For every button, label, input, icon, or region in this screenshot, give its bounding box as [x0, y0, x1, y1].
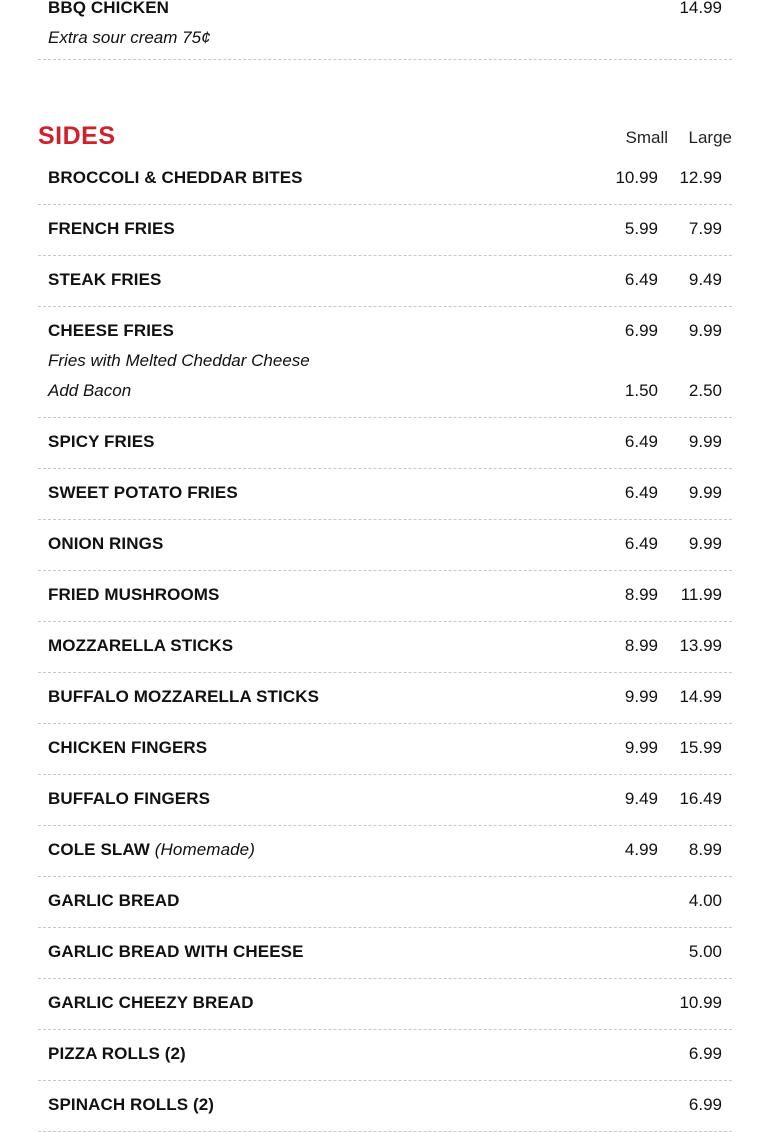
item-name-text: BROCCOLI & CHEDDAR BITES	[48, 168, 303, 187]
menu-item-row	[38, 787, 732, 826]
sides-list	[38, 166, 732, 1132]
price-large: 11.99	[680, 585, 722, 604]
menu-item-line	[38, 319, 732, 349]
price-large: 8.99	[688, 840, 722, 859]
menu-item-line	[38, 166, 732, 196]
price-large: 4.00	[688, 891, 722, 910]
column-header-large: Large	[688, 128, 732, 147]
menu-item-line	[38, 1042, 732, 1072]
price-small: 6.49	[624, 534, 658, 553]
item-name	[48, 432, 155, 452]
item-price: 14.99	[679, 0, 722, 17]
menu-item-row	[38, 685, 732, 724]
price-large: 14.99	[679, 687, 722, 706]
menu-item-row	[38, 583, 732, 622]
item-name-text: STEAK FRIES	[48, 270, 162, 289]
menu-item-line	[38, 736, 732, 766]
menu-item-row	[38, 838, 732, 877]
addon-price-small: 1.50	[624, 381, 658, 400]
price-small: 6.99	[624, 321, 658, 340]
item-addon-line	[38, 379, 732, 409]
item-description-line	[38, 349, 732, 379]
item-name	[48, 840, 255, 860]
menu-item-row	[38, 217, 732, 256]
item-name	[48, 789, 210, 809]
price-small: 6.49	[624, 432, 658, 451]
menu-item-line	[38, 685, 732, 715]
price-large: 9.99	[688, 534, 722, 553]
item-name	[48, 1095, 214, 1115]
section-title: SIDES	[38, 122, 116, 150]
price-small: 8.99	[624, 585, 658, 604]
item-name	[48, 993, 254, 1013]
item-name-text: MOZZARELLA STICKS	[48, 636, 234, 655]
price-large: 16.49	[679, 789, 722, 808]
price-large: 9.99	[688, 321, 722, 340]
menu-item-row	[38, 481, 732, 520]
price-large: 9.99	[688, 432, 722, 451]
column-header-small: Small	[625, 128, 668, 147]
price-large: 6.99	[688, 1095, 722, 1114]
price-large: 15.99	[679, 738, 722, 757]
menu-item-line	[38, 217, 732, 247]
item-addon: Add Bacon	[48, 381, 132, 400]
item-name	[48, 738, 207, 758]
menu-item-bbq-chicken	[38, 0, 732, 60]
item-name-text: BUFFALO MOZZARELLA STICKS	[48, 687, 320, 706]
item-name	[48, 585, 220, 605]
menu-item-line	[38, 889, 732, 919]
item-note: Extra sour cream 75¢	[48, 28, 211, 47]
item-name	[48, 687, 319, 707]
item-name	[48, 321, 174, 341]
item-name	[48, 168, 303, 188]
item-note: (Homemade)	[154, 840, 255, 859]
item-name-text: BUFFALO FINGERS	[48, 789, 211, 808]
item-name-text: SPICY FRIES	[48, 432, 155, 451]
price-large: 13.99	[679, 636, 722, 655]
menu-item-row	[38, 166, 732, 205]
price-large: 7.99	[688, 219, 722, 238]
menu-item-row	[38, 430, 732, 469]
item-name	[48, 534, 163, 554]
item-name-text: CHICKEN FINGERS	[48, 738, 208, 757]
price-small: 9.99	[624, 738, 658, 757]
menu-item-line	[38, 583, 732, 613]
item-name	[48, 483, 238, 503]
price-small: 9.49	[624, 789, 658, 808]
price-small: 4.99	[624, 840, 658, 859]
menu-item-line	[38, 268, 732, 298]
item-name-text: FRENCH FRIES	[48, 219, 175, 238]
price-large: 9.49	[688, 270, 722, 289]
price-small: 5.99	[624, 219, 658, 238]
item-name-text: GARLIC CHEEZY BREAD	[48, 993, 254, 1012]
price-large: 12.99	[679, 168, 722, 187]
item-name: BBQ CHICKEN	[48, 0, 170, 17]
item-name-text: SWEET POTATO FRIES	[48, 483, 238, 502]
item-name	[48, 636, 233, 656]
menu-item-row	[38, 532, 732, 571]
price-small: 6.49	[624, 270, 658, 289]
menu-item-row	[38, 1042, 732, 1081]
price-small: 6.49	[624, 483, 658, 502]
menu-item-row	[38, 736, 732, 775]
menu-item-row	[38, 268, 732, 307]
price-large: 5.00	[688, 942, 722, 961]
menu-item-row	[38, 940, 732, 979]
item-name	[48, 891, 180, 911]
menu-item-line	[38, 1093, 732, 1123]
price-small: 8.99	[624, 636, 658, 655]
menu-item-line	[38, 532, 732, 562]
price-small: 10.99	[615, 168, 658, 187]
item-name	[48, 942, 304, 962]
price-large: 9.99	[688, 483, 722, 502]
menu-item-row	[38, 634, 732, 673]
menu-page	[38, 0, 732, 1132]
item-name-text: CHEESE FRIES	[48, 321, 174, 340]
price-large: 10.99	[679, 993, 722, 1012]
menu-item-row	[38, 991, 732, 1030]
menu-item-row	[38, 889, 732, 928]
menu-item-line	[38, 838, 732, 868]
menu-item-line	[38, 991, 732, 1021]
menu-item-line	[38, 430, 732, 460]
sides-section-header	[38, 120, 732, 154]
menu-item-line	[38, 481, 732, 511]
item-name-text: GARLIC BREAD	[48, 891, 180, 910]
menu-item-line	[38, 634, 732, 664]
menu-item-row	[38, 319, 732, 418]
addon-price-large: 2.50	[688, 381, 722, 400]
item-name-text: ONION RINGS	[48, 534, 164, 553]
item-name-text: SPINACH ROLLS (2)	[48, 1095, 215, 1114]
item-name	[48, 270, 162, 290]
menu-item-row	[38, 1093, 732, 1132]
menu-item-line	[38, 940, 732, 970]
item-name	[48, 1044, 186, 1064]
item-name-text: GARLIC BREAD WITH CHEESE	[48, 942, 304, 961]
price-large: 6.99	[688, 1044, 722, 1063]
price-small: 9.99	[624, 687, 658, 706]
item-name	[48, 219, 175, 239]
item-name-text: COLE SLAW	[48, 840, 150, 859]
menu-item-line	[38, 787, 732, 817]
item-description: Fries with Melted Cheddar Cheese	[48, 351, 310, 370]
item-name-text: PIZZA ROLLS (2)	[48, 1044, 186, 1063]
item-name-text: FRIED MUSHROOMS	[48, 585, 220, 604]
